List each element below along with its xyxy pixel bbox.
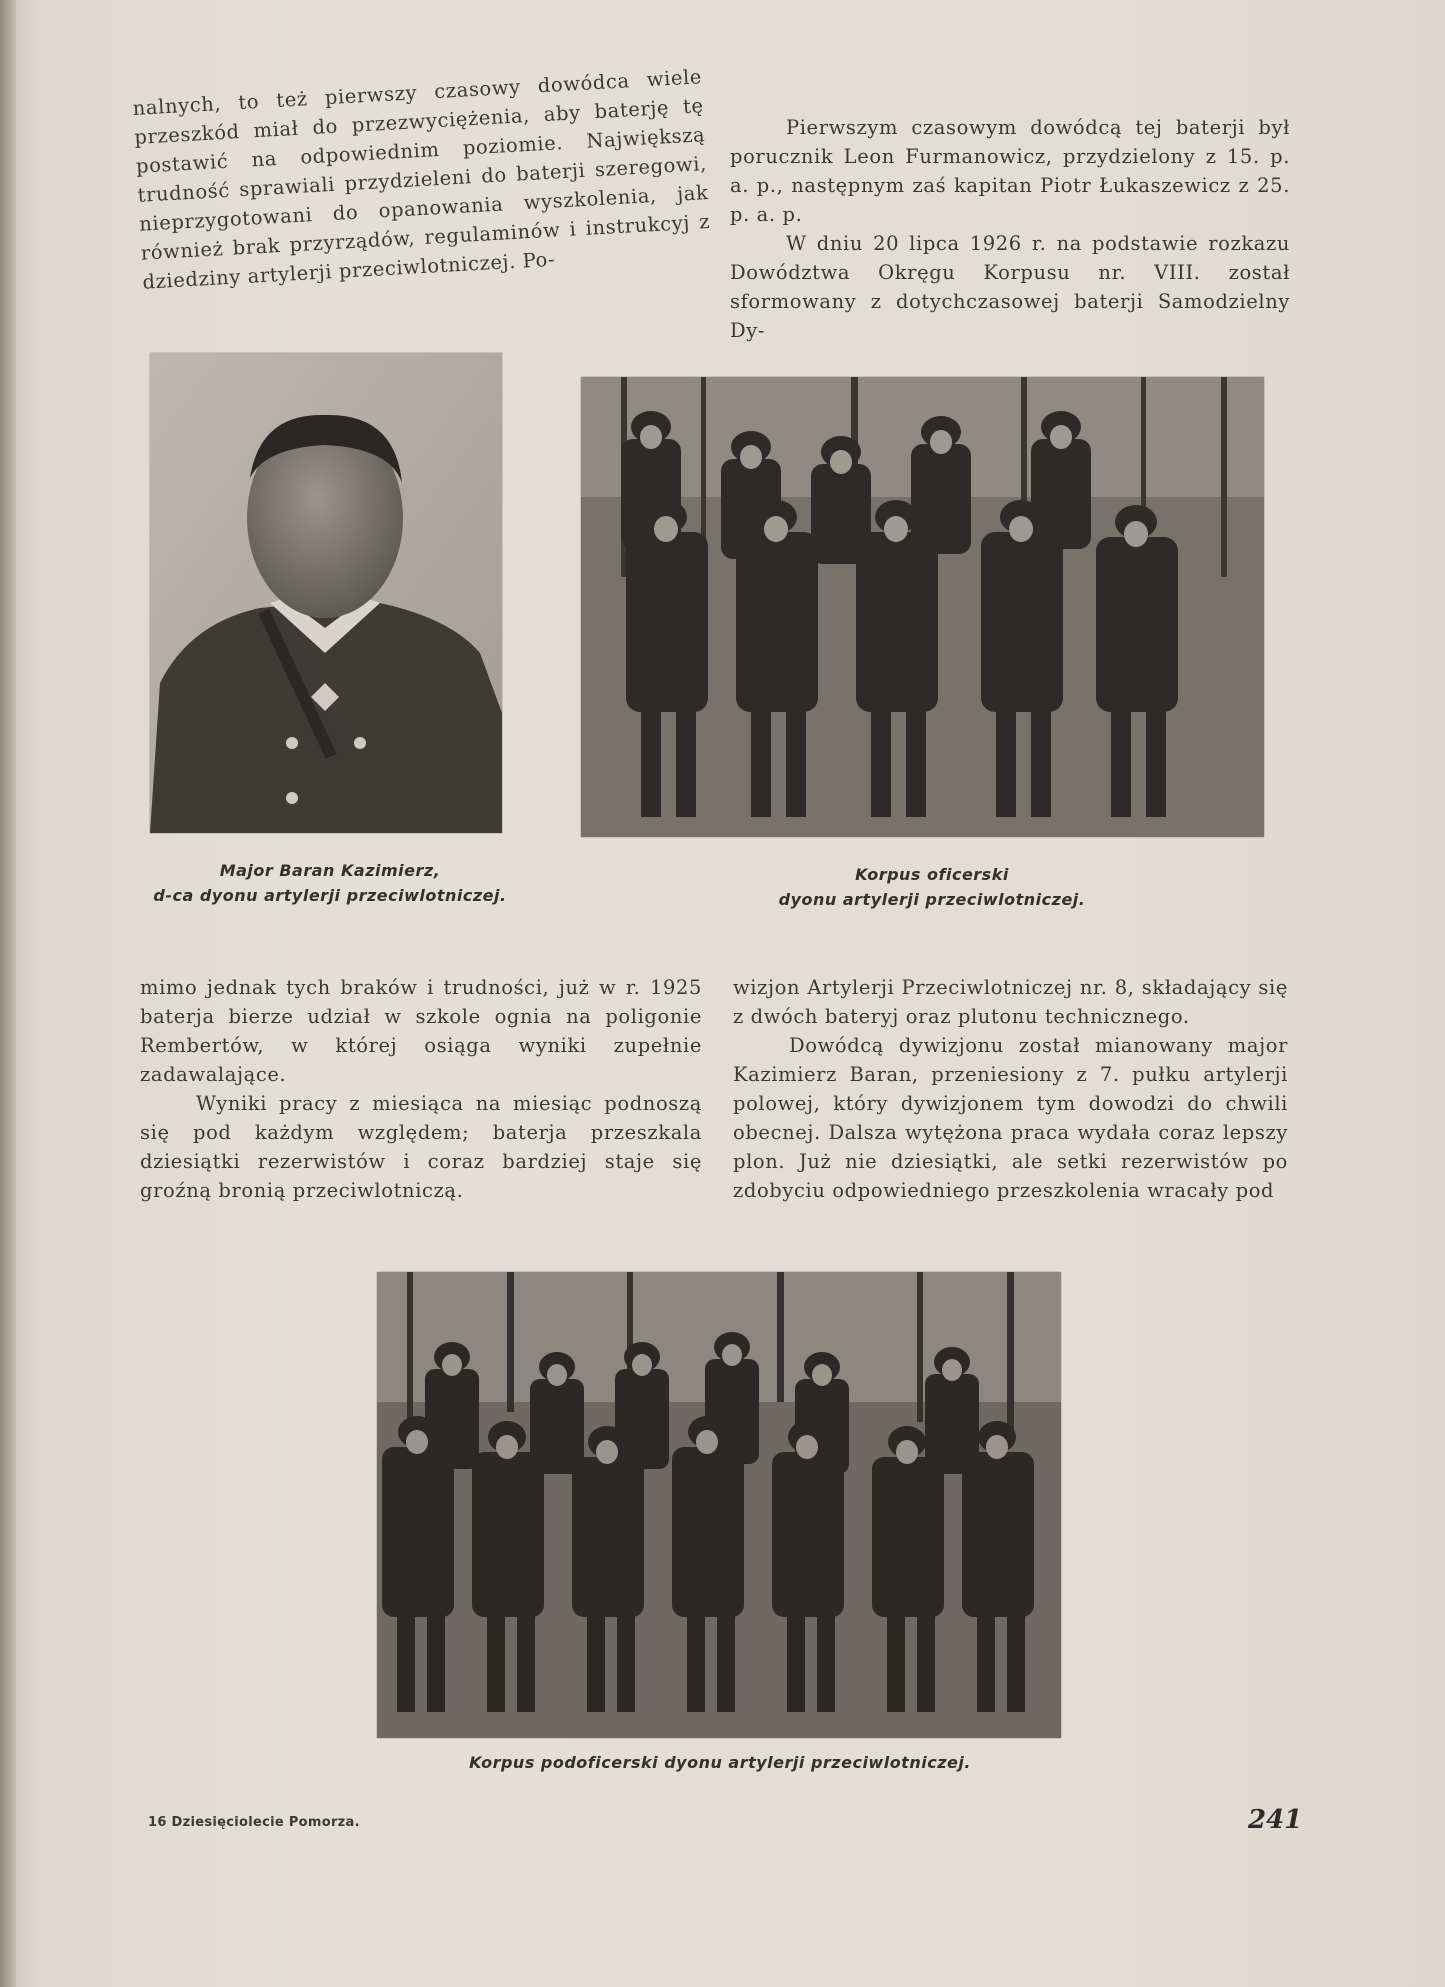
caption-line: dyonu artylerji przeciwlotniczej. (778, 890, 1086, 909)
text-column-top-left (132, 62, 712, 297)
paragraph: mimo jednak tych braków i trudności, już w r. 1925 baterja bierze udział w szkole ognia na poligonie Rembertów, w której osiąga wyniki zupełnie zadawalające. (140, 976, 702, 1086)
paragraph: Pierwszym czasowym dowódcą tej baterji był porucznik Leon Furmanowicz, przydzielony z 15. p. a. p., następnym zaś kapitan Piotr Łukaszewicz z 25. p. a. p. (730, 116, 1290, 226)
paragraph: wizjon Artylerji Przeciwlotniczej nr. 8, składający się z dwóch bateryj oraz plutonu technicznego. (733, 976, 1288, 1028)
portrait-photo (150, 353, 502, 833)
page-number: 241 (1248, 1805, 1303, 1835)
nco-group-photo (377, 1272, 1061, 1738)
paragraph: nalnych, to też pierwszy czasowy dowódca wiele przeszkód miał do przezwyciężenia, aby baterję tę postawić na odpowiednim poziomie. Największą trudność sprawiali przydzieleni do baterji szeregowi, nieprzygotowani do opanowania wyszkolenia, jak również brak przyrządów, regulaminów i instrukcyj z dziedziny artylerji przeciwlotniczej. Po- (132, 65, 711, 294)
paragraph: Dowódcą dywizjonu został mianowany major Kazimierz Baran, przeniesiony z 7. pułku artylerji polowej, który dywizjonem tym dowodzi do chwili obecnej. Dalsza wytężona praca wydała coraz lepszy plon. Już nie dziesiątki, ale setki rezerwistów po zdobyciu odpowiedniego przeszkolenia wracały pod (733, 1034, 1288, 1202)
nco-caption: Korpus podoficerski dyonu artylerji przeciwlotniczej. (469, 1753, 971, 1772)
text-column-bottom-left (140, 973, 702, 1205)
caption-line: Korpus oficerski (855, 865, 1009, 884)
signature-mark: 16 Dziesięciolecie Pomorza. (148, 1815, 360, 1830)
book-spine (0, 0, 16, 1987)
text-column-bottom-right (733, 973, 1288, 1205)
paragraph: W dniu 20 lipca 1926 r. na podstawie rozkazu Dowództwa Okręgu Korpusu nr. VIII. został sformowany z dotychczasowej baterji Samodzielny Dy- (730, 232, 1290, 342)
officers-group-photo (581, 377, 1264, 837)
text-column-top-right (730, 113, 1290, 345)
caption-line: Major Baran Kazimierz, (219, 861, 441, 880)
caption-line: d-ca dyonu artylerji przeciwlotniczej. (153, 886, 507, 905)
paragraph: Wyniki pracy z miesiąca na miesiąc podnoszą się pod każdym względem; baterja przeszkala dziesiątki rezerwistów i coraz bardziej staje się groźną bronią przeciwlotniczą. (140, 1092, 702, 1202)
officers-caption (742, 862, 1122, 912)
portrait-caption (145, 858, 515, 908)
